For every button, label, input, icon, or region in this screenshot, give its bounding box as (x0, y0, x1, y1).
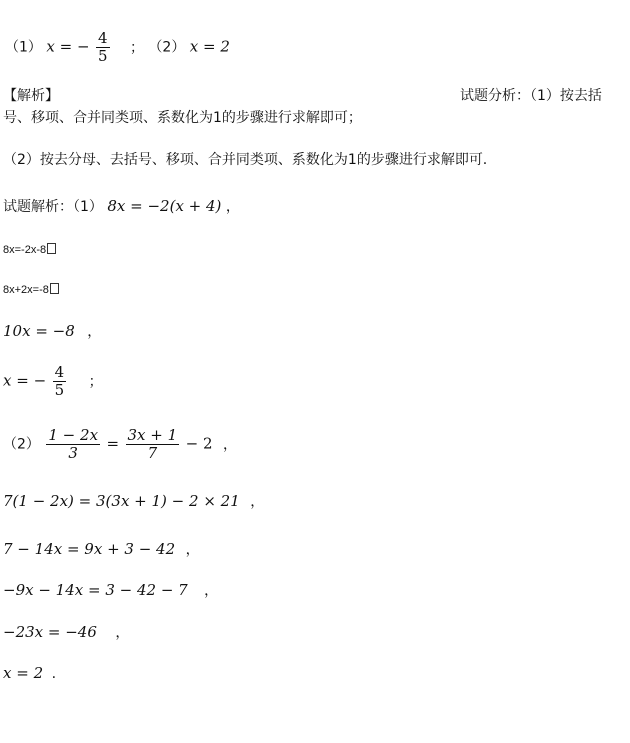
solution-step-8 (3, 580, 218, 600)
solution-equation-4: 10x = −8 (3, 322, 75, 340)
analysis-heading: 【解析】 (3, 88, 59, 104)
missing-glyph-box (47, 243, 56, 254)
missing-glyph-box (50, 283, 59, 294)
analysis-intro: 试题分析：（1）按去括 (460, 88, 602, 104)
fraction-numerator: 4 (54, 363, 65, 381)
solution-equation-7: 7 − 14x = 9x + 3 − 42 (3, 540, 176, 558)
solution-step-1 (3, 196, 240, 216)
solution-label: 试题解析：（1） (3, 199, 103, 215)
solution-fraction-5 (53, 364, 67, 399)
solution-step-3 (3, 283, 59, 296)
answer-part1-fraction (96, 30, 110, 65)
solution-step-2 (3, 243, 56, 256)
answer-part1-equation: x = − (46, 37, 90, 56)
solution-step-7 (3, 539, 200, 559)
fraction-denominator: 7 (147, 444, 158, 462)
punctuation: ， (204, 583, 219, 599)
punctuation: ； (88, 373, 103, 390)
solution-step-4 (3, 321, 101, 341)
solution-part2-label: （2） (3, 436, 40, 453)
solution-equation-3: 8x+2x=-8 (3, 284, 49, 296)
answer-separator: ； (129, 39, 144, 56)
solution-step-5 (3, 364, 103, 399)
solution-equation-10: x = 2 (3, 664, 44, 682)
solution-equation-5: x = − (3, 371, 47, 390)
solution-step-9 (3, 622, 129, 642)
punctuation: ， (115, 625, 130, 641)
solution-equation-9: −23x = −46 (3, 623, 97, 641)
fraction-denominator: 5 (54, 381, 65, 399)
punctuation: ， (250, 494, 265, 510)
equation-remainder: − 2 (185, 434, 213, 453)
fraction-numerator: 3x + 1 (127, 426, 178, 444)
punctuation: ， (185, 542, 200, 558)
answer-part2-label: （2） (148, 39, 186, 56)
solution-equation-8: −9x − 14x = 3 − 42 − 7 (3, 581, 188, 599)
solution-step-6 (3, 491, 264, 511)
equals-sign: = (106, 434, 120, 453)
fraction-left (46, 427, 100, 462)
fraction-denominator: 5 (97, 47, 108, 65)
fraction-denominator: 3 (68, 444, 78, 462)
solution-equation-6: 7(1 − 2x) = 3(3x + 1) − 2 × 21 (3, 492, 240, 510)
punctuation: . (51, 666, 57, 682)
fraction-right (126, 427, 180, 462)
punctuation: ， (87, 324, 102, 340)
answer-part1-label: （1） (5, 39, 42, 56)
answer-line (5, 30, 230, 65)
punctuation: ， (225, 199, 240, 215)
solution-equation-1: 8x = −2(x + 4) (107, 197, 222, 215)
answer-part2-equation: x = 2 (189, 37, 230, 56)
punctuation: ， (222, 436, 237, 453)
analysis-line-1: 号、移项、合并同类项、系数化为1的步骤进行求解即可； (3, 110, 362, 126)
solution-part-2-equation (3, 427, 237, 462)
fraction-numerator: 1 − 2x (48, 426, 99, 444)
fraction-numerator: 4 (97, 29, 108, 47)
analysis-line-2: （2）按去分母、去括号、移项、合并同类项、系数化为1的步骤进行求解即可. (3, 152, 488, 168)
solution-step-10 (3, 664, 56, 682)
solution-equation-2: 8x=-2x-8 (3, 244, 47, 256)
